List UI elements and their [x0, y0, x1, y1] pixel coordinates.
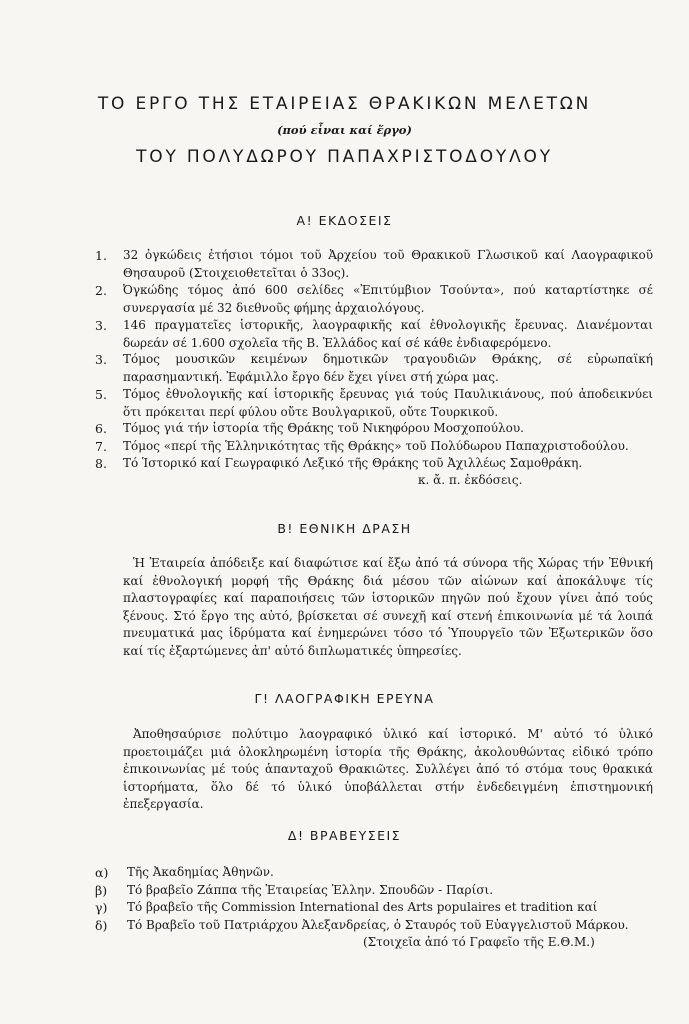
list-item: Ὀγκώδης τόμος ἀπό 600 σελίδες «Ἐπιτύμβιον Τσούντα», πού καταρτίστηκε σέ συνεργασία μέ 32 διεθνοῦς φήμης ἀρχαιολόγους. [123, 283, 653, 315]
section-c-heading: Γ! ΛΑΟΓΡΑΦΙΚΗ ΕΡΕΥΝΑ [254, 691, 435, 706]
award-marker: α) [95, 865, 109, 880]
list-item-number: 5. [95, 387, 107, 402]
list-item: Τόμος γιά τήν ἱστορία τῆς Θράκης τοῦ Νικηφόρου Μοσχοπούλου. [123, 421, 524, 435]
list-item-number: 1. [95, 248, 107, 263]
award-item: Τό βραβεῖο Ζάππα τῆς Ἑταιρείας Ἑλλην. Σπουδῶν - Παρίσι. [127, 883, 494, 897]
title-line-1: ΤΟ ΕΡΓΟ ΤΗΣ ΕΤΑΙΡΕΙΑΣ ΘΡΑΚΙΚΩΝ ΜΕΛΕΤΩΝ [97, 94, 592, 114]
list-item: Τόμος «περί τῆς Ἑλληνικότητας τῆς Θράκης» τοῦ Πολύδωρου Παπαχριστοδούλου. [123, 439, 629, 453]
title-line-2: ΤΟΥ ΠΟΛΥΔΩΡΟΥ ΠΑΠΑΧΡΙΣΤΟΔΟΥΛΟΥ [136, 147, 553, 167]
section-b-heading: Β! ΕΘΝΙΚΗ ΔΡΑΣΗ [277, 521, 412, 536]
section-c-paragraph: Ἀποθησαύρισε πολύτιμο λαογραφικό ὑλικό καί ἱστορικό. Μ' αὐτό τό ὑλικό προετοιμάζει μιά ὁλοκληρωμένη ἱστορία τῆς Θράκης, ἀκολουθώντας εἰδικό τρόπο ἐπικοινωνίας μέ τούς ἁπανταχοῦ Θρακιῶτες. Συλλέγει ἀπό τό στόμα τους θρακικά ἱστορήματα, ὅλο δέ τό ὑλικό ὑποβάλλεται στήν ἐνδεδειγμένη ἐπιστημονική ἐπεξεργασία. [123, 727, 653, 811]
publications-footnote: κ. ἄ. π. ἐκδόσεις. [418, 473, 523, 487]
list-item-number: 3. [95, 352, 107, 367]
section-b-paragraph: Ἡ Ἑταιρεία ἀπόδειξε καί διαφώτισε καί ἔξω ἀπό τά σύνορα τῆς Χώρας τήν Ἐθνική καί ἐθνολογική μορφή τῆς Θράκης διά μέσου τῶν αἰώνων καί ἀποκάλυψε τίς πλαστογραφίες καί παραποιήσεις τῶν ἱστορικῶν πηγῶν πού ἔχουν γίνει ἀπό τούς ξένους. Στό ἔργο της αὐτό, βρίσκεται σέ συνεχῆ καί στενή ἐπικοινωνία μέ τά λοιπά πνευματικά μας ἱδρύματα καί ἐνημερώνει τόσο τό Ὑπουργεῖο τῶν Ἐξωτερικῶν ὅσο καί τίς ἐξαρτώμενες ἀπ' αὐτό διπλωματικές ὑπηρεσίες. [123, 556, 653, 658]
list-item: Τόμος ἐθνολογικῆς καί ἱστορικῆς ἔρευνας γιά τούς Παυλικιάνους, πού ἀποδεικνύει ὅτι πρόκειται περί φύλου οὔτε Βουλγαρικοῦ, οὔτε Τουρκικοῦ. [123, 387, 653, 419]
source-note: (Στοιχεῖα ἀπό τό Γραφεῖο τῆς Ε.Θ.Μ.) [363, 935, 595, 949]
award-item: Τό Βραβεῖο τοῦ Πατριάρχου Ἀλεξανδρείας, ὁ Σταυρός τοῦ Εὐαγγελιστοῦ Μάρκου. [127, 918, 629, 932]
award-marker: γ) [95, 900, 108, 915]
award-marker: β) [95, 883, 108, 898]
list-item-number: 3. [95, 318, 107, 333]
award-marker: δ) [95, 918, 108, 933]
list-item-number: 2. [95, 283, 107, 298]
award-item: Τῆς Ἀκαδημίας Ἀθηνῶν. [127, 865, 274, 879]
list-item: 32 ὀγκώδεις ἐτήσιοι τόμοι τοῦ Ἀρχείου τοῦ Θρακικοῦ Γλωσικοῦ καί Λαογραφικοῦ Θησαυροῦ (Στοιχειοθετεῖται ὁ 33ος). [123, 248, 653, 280]
award-item: Τό βραβεῖο τῆς Commission International des Arts populaires et tradition καί [127, 900, 598, 914]
list-item-number: 7. [95, 439, 107, 454]
section-a-heading: Α! ΕΚΔΟΣΕΙΣ [296, 213, 393, 228]
section-d-heading: Δ! ΒΡΑΒΕΥΣΕΙΣ [287, 828, 402, 843]
subtitle: (πού εἶναι καί ἔργο) [277, 123, 412, 137]
list-item: 146 πραγματεῖες ἱστορικῆς, λαογραφικῆς καί ἐθνολογικῆς ἔρευνας. Διανέμονται δωρεάν σέ 1.600 σχολεῖα τῆς Β. Ἑλλάδος καί σέ κάθε ἐνδιαφερόμενο. [123, 318, 653, 350]
list-item: Τό Ἱστορικό καί Γεωγραφικό Λεξικό τῆς Θράκης τοῦ Ἀχιλλέως Σαμοθράκη. [123, 456, 583, 470]
list-item: Τόμος μουσικῶν κειμένων δημοτικῶν τραγουδιῶν Θράκης, σέ εὐρωπαϊκή παρασημαντική. Ἐφάμιλλο ἔργο δέν ἔχει γίνει στή χώρα μας. [123, 352, 653, 384]
list-item-number: 8. [95, 456, 107, 471]
list-item-number: 6. [95, 421, 107, 436]
